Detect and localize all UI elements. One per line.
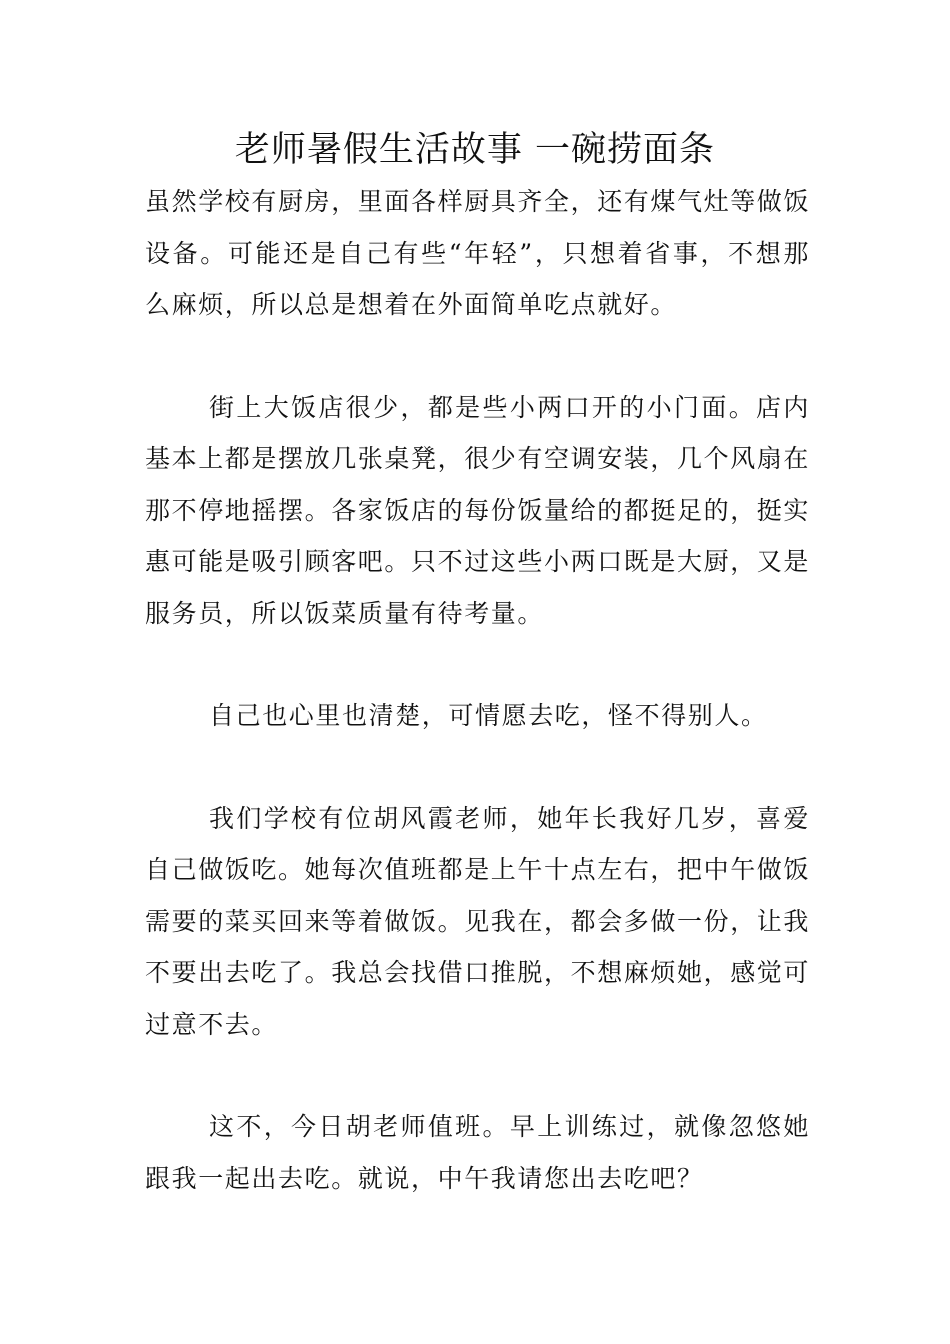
paragraph-3: 自己也心里也清楚，可情愿去吃，怪不得别人。	[209, 701, 768, 730]
paragraph-spacer	[145, 1050, 810, 1101]
paragraph-2: 街上大饭店很少，都是些小两口开的小门面。店内基本上都是摆放几张桌凳，很少有空调安装，几个风扇在那不停地摇摆。各家饭店的每份饭量给的都挺足的，挺实惠可能是吸引顾客吧。只不过这些小两口既是大厨，又是服务员，所以饭菜质量有待考量。	[145, 392, 811, 628]
paragraph-spacer	[145, 639, 810, 690]
paragraph-4: 我们学校有位胡风霞老师，她年长我好几岁，喜爱自己做饭吃。她每次值班都是上午十点左右，把中午做饭需要的菜买回来等着做饭。见我在，都会多做一份，让我不要出去吃了。我总会找借口推脱，不想麻烦她，感觉可过意不去。	[145, 803, 811, 1039]
paragraph-spacer	[145, 331, 810, 382]
paragraph-spacer	[145, 742, 810, 793]
paragraph-5: 这不，今日胡老师值班。早上训练过，就像忽悠她跟我一起出去吃。就说，中午我请您出去吃吧？	[145, 1112, 810, 1193]
document-body	[145, 176, 810, 1204]
paragraph-1: 虽然学校有厨房，里面各样厨具齐全，还有煤气灶等做饭设备。可能还是自己有些“年轻”，只想着省事，不想那么麻烦，所以总是想着在外面简单吃点就好。	[145, 187, 811, 319]
document-title: 老师暑假生活故事 一碗捞面条	[234, 130, 716, 170]
